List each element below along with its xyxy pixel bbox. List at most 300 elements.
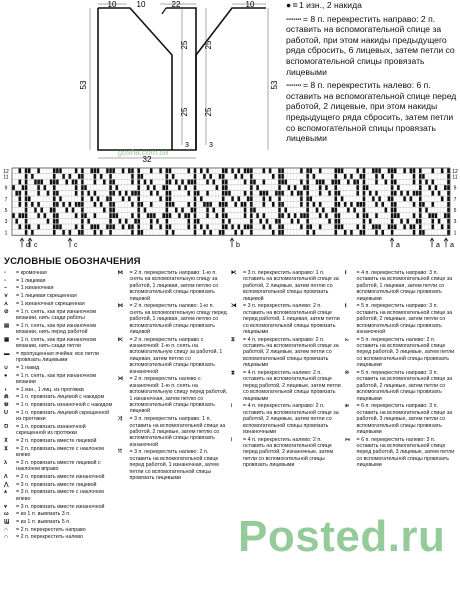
chart-cell: [375, 202, 378, 207]
chart-cell: [375, 191, 378, 196]
legend-symbol: ▦: [4, 336, 10, 343]
chart-cell: [403, 196, 406, 201]
chart-cell: [338, 224, 341, 229]
legend-symbol: ▫: [4, 270, 6, 276]
chart-cell: [250, 213, 253, 218]
chart-cell: [338, 202, 341, 207]
chart-cell: [109, 174, 112, 179]
chart-cell: [447, 224, 450, 229]
repeat-marker: b: [236, 242, 240, 250]
chart-cell: [244, 202, 247, 207]
legend-text: = из 1 п. вывязать 3 п.: [16, 511, 71, 518]
chart-cell: [56, 224, 59, 229]
legend-item: [4, 394, 115, 400]
dim-10c: 10: [245, 0, 255, 9]
chart-cell: [81, 168, 84, 173]
row-label: 1: [453, 230, 457, 237]
chart-cell: [397, 213, 400, 218]
legend-text: = кромочная: [16, 270, 47, 276]
chart-cell: [206, 180, 209, 185]
legend-text: = 4 п. перекрестить направо: 3 п. оставить на вспомогательной спице за работой, 1 лицевая, затем петли со вспомогательной спицы провязать лицевыми: [356, 270, 453, 302]
chart-cell: [94, 224, 97, 229]
chart-cell: [250, 196, 253, 201]
chart-cell: [31, 202, 34, 207]
chart-cell: [94, 180, 97, 185]
chart-cell: [313, 202, 316, 207]
chart-cell: [222, 208, 225, 213]
chart-cell: [222, 191, 225, 196]
chart-cell: [56, 219, 59, 224]
chart-cell: [231, 224, 234, 229]
row-label: 7: [453, 196, 457, 203]
chart-cell: [281, 191, 284, 196]
chart-cell: [335, 224, 338, 229]
legend-item: [345, 437, 456, 469]
chart-cell: [353, 180, 356, 185]
chart-cell: [100, 202, 103, 207]
chart-cell: [394, 202, 397, 207]
chart-cell: [137, 224, 140, 229]
site-watermark: gosha.com.ua: [118, 148, 169, 157]
chart-cell: [128, 196, 131, 201]
row-label: 5: [4, 208, 8, 214]
chart-cell: [206, 191, 209, 196]
garment-schematic: [0, 0, 290, 165]
chart-cell: [322, 208, 325, 213]
chart-cell: [94, 168, 97, 173]
chart-cell: [306, 224, 309, 229]
chart-cell: [97, 196, 100, 201]
chart-cell: [150, 224, 153, 229]
chart-cell: [137, 185, 140, 190]
legend-symbol: ⧗: [231, 369, 235, 376]
chart-cell: [69, 230, 72, 235]
chart-cell: [62, 230, 65, 235]
chart-cell: [137, 180, 140, 185]
chart-cell: [335, 168, 338, 173]
chart-cell: [194, 185, 197, 190]
chart-cell: [353, 208, 356, 213]
chart-cell: [59, 196, 62, 201]
chart-cell: [97, 168, 100, 173]
chart-cell: [319, 213, 322, 218]
chart-cell: [125, 191, 128, 196]
chart-cell: [407, 219, 410, 224]
chart-cell: [388, 224, 391, 229]
chart-cell: [394, 224, 397, 229]
chart-cell: [25, 168, 28, 173]
row-label: 9: [453, 185, 457, 192]
chart-cell: [166, 196, 169, 201]
chart-cell: [241, 174, 244, 179]
legend-text: = 1 п. провязать лицевой с накидом: [16, 394, 105, 401]
legend-item: [118, 270, 229, 302]
chart-cell: [225, 168, 228, 173]
chart-cell: [313, 174, 316, 179]
legend-item: [231, 337, 342, 369]
row-label: 9: [4, 185, 8, 192]
chart-cell: [222, 230, 225, 235]
dim-53b: 53: [270, 80, 279, 90]
chart-cell: [87, 219, 90, 224]
chart-cell: [360, 174, 363, 179]
chart-cell: [94, 230, 97, 235]
chart-cell: [194, 180, 197, 185]
chart-cell: [447, 219, 450, 224]
chart-cell: [234, 202, 237, 207]
legend-symbol: ⤧: [117, 449, 122, 456]
chart-cell: [328, 219, 331, 224]
chart-cell: [281, 202, 284, 207]
legend-symbol: ⋒: [4, 394, 9, 401]
chart-cell: [53, 185, 56, 190]
legend-item: [4, 489, 115, 502]
legend-text: = 1 изнаночная скрещенная: [16, 300, 85, 307]
chart-cell: [200, 224, 203, 229]
legend-text: = 1 п. провязать изнаночной с накидом: [16, 402, 113, 409]
chart-cell: [203, 174, 206, 179]
legend-item: [231, 437, 342, 469]
chart-cell: [244, 191, 247, 196]
chart-cell: [369, 191, 372, 196]
chart-cell: [53, 202, 56, 207]
legend-item: [4, 351, 115, 364]
chart-cell: [169, 224, 172, 229]
chart-cell: [122, 196, 125, 201]
legend-symbol: ⧖: [231, 336, 235, 343]
legend-text: = 2 п. перекрестить направо с изнаночной: 1-ю п. снять на вспомогательную спицу за работой, 1 лицевая, затем петлю со вспомогательной спицы провязать изнаночной: [129, 336, 223, 375]
chart-cell: [391, 180, 394, 185]
arrow-up-icon: [444, 238, 448, 247]
chart-cell: [222, 219, 225, 224]
chart-cell: [278, 219, 281, 224]
legend-symbol: λ: [4, 459, 8, 466]
back-piece-outline: [98, 8, 196, 150]
chart-cell: [169, 196, 172, 201]
chart-cell: [100, 174, 103, 179]
dim-25a: 25: [180, 40, 189, 50]
row-label: 12: [3, 168, 9, 175]
chart-cell: [322, 180, 325, 185]
legend-symbol: ▫: [4, 277, 6, 284]
legend-item: [231, 370, 342, 402]
chart-cell: [284, 180, 287, 185]
chart-cell: [338, 213, 341, 218]
chart-cell: [356, 224, 359, 229]
chart-cell: [363, 174, 366, 179]
chart-cell: [19, 202, 22, 207]
chart-cell: [300, 196, 303, 201]
chart-cell: [137, 219, 140, 224]
legend-item: [4, 527, 115, 533]
legend-text: = 2 п. перекрестить направо: 1-ю п. снять на вспомогательную спицу за работой, 1 лицевая, затем петлю со вспомогательной спицы провязать лицевой: [129, 270, 219, 302]
chart-cell: [150, 202, 153, 207]
chart-cell: [112, 213, 115, 218]
chart-cell: [81, 191, 84, 196]
chart-cell: [244, 224, 247, 229]
chart-cell: [422, 202, 425, 207]
chart-cell: [375, 230, 378, 235]
row-label: 11: [452, 174, 458, 181]
chart-cell: [281, 213, 284, 218]
legend-text: = 1 изнаночная: [16, 285, 54, 292]
chart-cell: [56, 168, 59, 173]
chart-cell: [391, 219, 394, 224]
chart-cell: [375, 213, 378, 218]
chart-cell: [116, 185, 119, 190]
chart-cell: [263, 202, 266, 207]
chart-cell: [72, 180, 75, 185]
chart-cell: [175, 180, 178, 185]
chart-cell: [335, 219, 338, 224]
chart-cell: [428, 213, 431, 218]
chart-cell: [347, 180, 350, 185]
legend-text: = 3 п. провязать вместе изнаночной: [16, 503, 105, 510]
chart-cell: [19, 191, 22, 196]
repeat-marker: c: [74, 242, 78, 250]
chart-cell: [53, 213, 56, 218]
chart-cell: [166, 180, 169, 185]
chart-cell: [391, 230, 394, 235]
chart-cell: [250, 219, 253, 224]
chart-cell: [278, 168, 281, 173]
chart-cell: [244, 168, 247, 173]
chart-cell: [272, 230, 275, 235]
chart-cell: [53, 180, 56, 185]
chart-cell: [15, 219, 18, 224]
legend-symbol: –: [4, 285, 8, 292]
chart-cell: [341, 224, 344, 229]
note-text: = 8 п. перекрестить направо: 2 п. оставить на вспомогательной спице за работой, при этом накиды предыдущего ряда сбросить, 6 лицевых, затем петли со вспомогательной спицы провязать лицевыми: [286, 13, 455, 77]
chart-cell: [275, 219, 278, 224]
chart-cell: [162, 213, 165, 218]
chart-cell: [263, 196, 266, 201]
legend-text: = 3 п. провязать вместе лицевой: [16, 481, 97, 488]
chart-cell: [156, 219, 159, 224]
dim-32: 32: [142, 155, 152, 164]
chart-cell: [413, 224, 416, 229]
chart-cell: [447, 185, 450, 190]
chart-cell: [222, 202, 225, 207]
chart-cell: [128, 224, 131, 229]
legend-text: = 4 п. перекрестить налево: 2 п. оставить на вспомогательной спице перед работой, 2 изнаночные, затем петли со вспомогательной спицы провязать лицевыми: [243, 436, 334, 469]
chart-cell: [37, 213, 40, 218]
chart-cell: [81, 208, 84, 213]
note-text: = 8 п. перекрестить налево: 6 п. оставить на вспомогательной спице перед работой, 2 лицевые, при этом накиды предыдущего ряда сбросить, затем петли со вспомогательной спицы провязать лицевыми: [286, 80, 457, 144]
chart-cell: [432, 168, 435, 173]
legend-item: [4, 337, 115, 350]
chart-cell: [25, 213, 28, 218]
row-label: 11: [3, 174, 9, 181]
chart-cell: [319, 224, 322, 229]
chart-notes: [286, 0, 458, 147]
chart-cell: [131, 168, 134, 173]
chart-cell: [65, 180, 68, 185]
chart-cell: [28, 224, 31, 229]
repeat-marker: a: [396, 242, 400, 250]
chart-cell: [310, 168, 313, 173]
legend-item: [118, 337, 229, 375]
chart-cell: [50, 208, 53, 213]
legend-item: [4, 365, 115, 371]
chart-cell: [291, 191, 294, 196]
chart-cell: [56, 202, 59, 207]
legend-symbol: ⋉: [117, 336, 123, 343]
chart-cell: [75, 224, 78, 229]
legend-text: = 1 п. снять, как при изнаночном вязании, нить сзади работы: [16, 308, 97, 321]
legend-symbol: ∩: [4, 534, 8, 541]
legend-text: = 2 п. перекрестить налево: 1-ю п. снять на вспомогательную спицу перед работой, 1 лицевая, затем петлю со вспомогательной спицы провязать лицевой: [129, 303, 227, 335]
row-label: 1: [4, 230, 8, 237]
chart-cell: [300, 213, 303, 218]
chart-cell: [419, 219, 422, 224]
chart-cell: [216, 185, 219, 190]
legend-item: [345, 303, 456, 335]
chart-cell: [131, 202, 134, 207]
legend-text: = 2 п. перекрестить налево с изнаночной: 1-ю п. снять на вспомогательную спицу перед работой, 1 изнаночная, затем петлю со вспомогательной спицы провязать лицевой: [129, 376, 228, 415]
chart-cell: [150, 219, 153, 224]
chart-cell: [109, 224, 112, 229]
chart-cell: [109, 168, 112, 173]
legend-symbol: ⩚: [4, 489, 8, 496]
chart-cell: [225, 213, 228, 218]
chart-cell: [447, 191, 450, 196]
chart-cell: [169, 191, 172, 196]
legend-symbol: ⋊: [117, 376, 123, 383]
chart-cell: [28, 196, 31, 201]
chart-cell: [137, 208, 140, 213]
chart-cell: [116, 213, 119, 218]
legend-item: [4, 511, 115, 517]
chart-cell: [428, 185, 431, 190]
chart-cell: [278, 208, 281, 213]
legend-symbol: ▤: [4, 322, 10, 329]
chart-cell: [410, 224, 413, 229]
chart-cell: [356, 180, 359, 185]
chart-cell: [432, 202, 435, 207]
chart-cell: [25, 185, 28, 190]
chart-cell: [225, 202, 228, 207]
chart-cell: [150, 168, 153, 173]
chart-cell: [44, 185, 47, 190]
row-label: 3: [4, 219, 8, 226]
row-label: 7: [4, 196, 8, 203]
chart-cell: [109, 196, 112, 201]
chart-cell: [294, 213, 297, 218]
chart-cell: [391, 168, 394, 173]
schematic-area: [0, 0, 460, 165]
chart-cell: [281, 180, 284, 185]
chart-cell: [416, 191, 419, 196]
chart-cell: [19, 168, 22, 173]
chart-cell: [272, 174, 275, 179]
legend-text: = 1 лицевая: [16, 277, 46, 284]
chart-cell: [62, 174, 65, 179]
chart-cell: [94, 213, 97, 218]
note-text: 1 изн., 2 накида: [299, 0, 362, 10]
chart-cell: [75, 168, 78, 173]
chart-cell: [194, 219, 197, 224]
legend-symbol: ⊼: [4, 438, 9, 445]
chart-cell: [153, 185, 156, 190]
chart-cell: [159, 168, 162, 173]
chart-cell: [109, 191, 112, 196]
chart-cell: [300, 191, 303, 196]
chart-cell: [269, 224, 272, 229]
chart-cell: [84, 213, 87, 218]
chart-cell: [188, 224, 191, 229]
chart-cell: [94, 174, 97, 179]
legend-item: [4, 373, 115, 386]
chart-cell: [391, 224, 394, 229]
chart-cell: [435, 213, 438, 218]
legend-symbol: ⋈: [117, 270, 123, 276]
chart-cell: [137, 196, 140, 201]
chart-cell: [112, 224, 115, 229]
chart-cell: [194, 202, 197, 207]
chart-cell: [422, 230, 425, 235]
chart-cell: [69, 174, 72, 179]
chart-cell: [131, 180, 134, 185]
chart-cell: [291, 219, 294, 224]
chart-cell: [25, 230, 28, 235]
chart-cell: [250, 191, 253, 196]
chart-cell: [303, 213, 306, 218]
chart-cell: [172, 230, 175, 235]
chart-cell: [81, 213, 84, 218]
chart-cell: [363, 196, 366, 201]
chart-cell: [166, 208, 169, 213]
chart-cell: [53, 196, 56, 201]
chart-cell: [200, 168, 203, 173]
chart-cell: [40, 208, 43, 213]
chart-cell: [209, 202, 212, 207]
chart-cell: [122, 168, 125, 173]
chart-cell: [137, 191, 140, 196]
chart-cell: [378, 168, 381, 173]
chart-cell: [159, 196, 162, 201]
chart-cell: [419, 180, 422, 185]
chart-cell: [413, 213, 416, 218]
legend-symbol: Ϣ: [4, 518, 10, 525]
legend-symbol: ⧕: [231, 303, 237, 310]
dim-3a: 3: [185, 142, 189, 149]
chart-cell: [335, 180, 338, 185]
chart-cell: [416, 219, 419, 224]
chart-cell: [363, 224, 366, 229]
chart-cell: [37, 180, 40, 185]
legend-text: = 6 п. перекрестить направо: 3 п. оставить на вспомогательной спице за работой, 3 лицевые, затем петли со вспомогательной спицы провязать лицевыми: [356, 403, 453, 435]
chart-cell: [28, 168, 31, 173]
chart-cell: [250, 180, 253, 185]
chart-cell: [350, 202, 353, 207]
chart-cell: [222, 185, 225, 190]
chart-cell: [419, 196, 422, 201]
chart-cell: [413, 180, 416, 185]
chart-cell: [388, 168, 391, 173]
chart-cell: [363, 230, 366, 235]
chart-cell: [109, 180, 112, 185]
chart-cell: [300, 180, 303, 185]
arrow-up-icon: [230, 238, 234, 247]
chart-cell: [34, 180, 37, 185]
legend-item: [4, 293, 115, 299]
chart-cell: [381, 230, 384, 235]
dim-10a: 10: [107, 0, 117, 9]
chart-cell: [91, 224, 94, 229]
chart-cell: [191, 208, 194, 213]
chart-cell: [169, 202, 172, 207]
